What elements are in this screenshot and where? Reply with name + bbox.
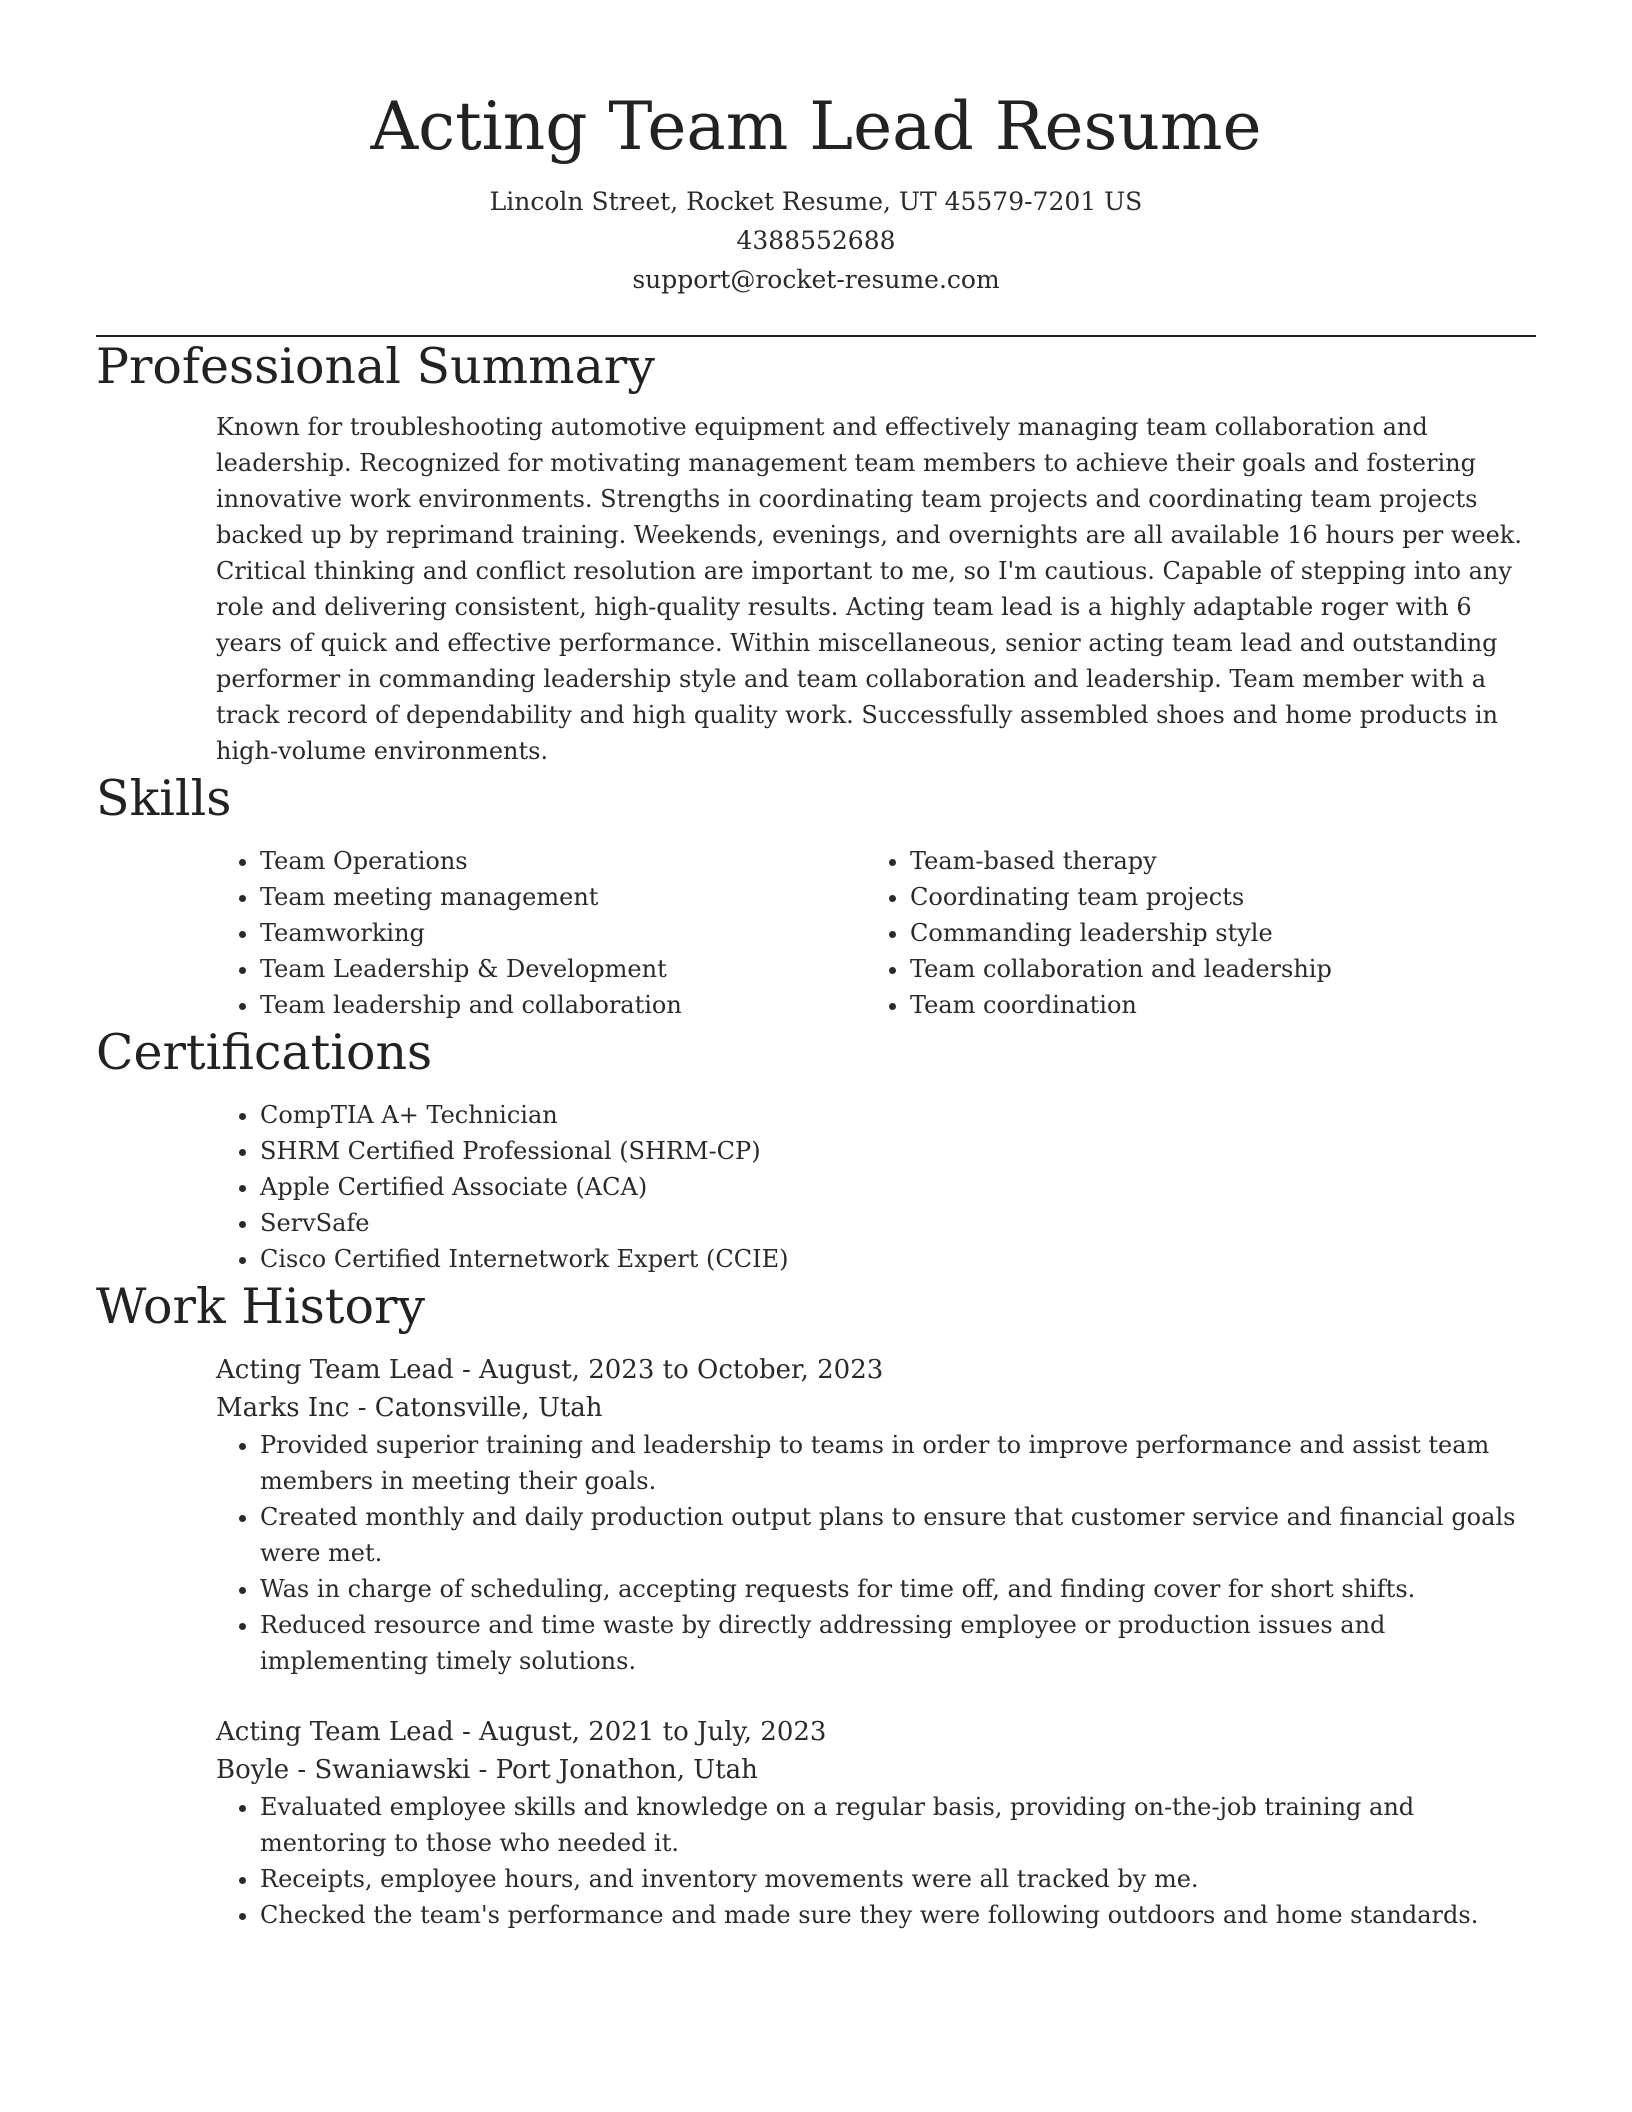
job-bullet: • Was in charge of scheduling, accepting requests for time off, and finding cover for short shifts. xyxy=(260,1571,1536,1607)
skills-column-left xyxy=(216,843,866,1023)
job-entry xyxy=(216,1713,1536,1933)
job-bullet: • Created monthly and daily production output plans to ensure that customer service and financial goals were met. xyxy=(260,1499,1536,1571)
certification-item: • Cisco Certified Internetwork Expert (CCIE) xyxy=(260,1241,1536,1277)
job-title-line: Acting Team Lead - August, 2023 to October, 2023 xyxy=(216,1355,884,1385)
certification-item: • CompTIA A+ Technician xyxy=(260,1097,1536,1133)
contact-phone: 4388552688 xyxy=(736,226,896,255)
job-bullet: • Evaluated employee skills and knowledge on a regular basis, providing on-the-job training and mentoring to those who needed it. xyxy=(260,1789,1536,1861)
contact-email: support@rocket-resume.com xyxy=(632,265,1000,294)
work-history-heading: Work History xyxy=(96,1278,426,1335)
skills-heading: Skills xyxy=(96,770,232,827)
contact-address: Lincoln Street, Rocket Resume, UT 45579-7201 US xyxy=(489,187,1143,216)
certification-item: • ServSafe xyxy=(260,1205,1536,1241)
job-company-line: Boyle - Swaniawski - Port Jonathon, Utah xyxy=(216,1755,758,1785)
job-bullet: • Checked the team's performance and made sure they were following outdoors and home standards. xyxy=(260,1897,1536,1933)
job-bullet: • Provided superior training and leadership to teams in order to improve performance and assist team members in meeting their goals. xyxy=(260,1427,1536,1499)
skill-item: • Team Leadership & Development xyxy=(260,951,866,987)
certifications-heading: Certifications xyxy=(96,1024,433,1081)
summary-heading: Professional Summary xyxy=(96,338,655,395)
job-bullet: • Receipts, employee hours, and inventory movements were all tracked by me. xyxy=(260,1861,1536,1897)
skill-item: • Team meeting management xyxy=(260,879,866,915)
skill-item: • Team Operations xyxy=(260,843,866,879)
job-bullets xyxy=(216,1789,1536,1933)
resume-page xyxy=(96,0,1536,1933)
summary-text: Known for troubleshooting automotive equipment and effectively managing team collaboration and leadership. Recognized for motivating management team members to achieve their goals and fostering innovative work environments. Strengths in coordinating team projects and coordinating team projects backed up by reprimand training. Weekends, evenings, and overnights are all available 16 hours per week. Critical thinking and conflict resolution are important to me, so I'm cautious. Capable of stepping into any role and delivering consistent, high-quality results. Acting team lead is a highly adaptable roger with 6 years of quick and effective performance. Within miscellaneous, senior acting team lead and outstanding performer in commanding leadership style and team collaboration and leadership. Team member with a track record of dependability and high quality work. Successfully assembled shoes and home products in high-volume environments. xyxy=(216,413,1522,765)
skill-item: • Team coordination xyxy=(910,987,1516,1023)
contact-block xyxy=(96,182,1536,299)
job-bullet: • Reduced resource and time waste by directly addressing employee or production issues and implementing timely solutions. xyxy=(260,1607,1536,1679)
skills-grid xyxy=(216,843,1536,1023)
skill-item: • Coordinating team projects xyxy=(910,879,1516,915)
certifications-list xyxy=(216,1097,1536,1277)
resume-title: Acting Team Lead Resume xyxy=(370,88,1262,165)
skill-item: • Team collaboration and leadership xyxy=(910,951,1516,987)
skill-item: • Team leadership and collaboration xyxy=(260,987,866,1023)
certification-item: • Apple Certified Associate (ACA) xyxy=(260,1169,1536,1205)
certification-item: • SHRM Certified Professional (SHRM-CP) xyxy=(260,1133,1536,1169)
job-company-line: Marks Inc - Catonsville, Utah xyxy=(216,1393,603,1423)
job-entry xyxy=(216,1351,1536,1679)
skills-column-right xyxy=(866,843,1516,1023)
skill-item: • Team-based therapy xyxy=(910,843,1516,879)
skill-item: • Teamworking xyxy=(260,915,866,951)
job-bullets xyxy=(216,1427,1536,1679)
skill-item: • Commanding leadership style xyxy=(910,915,1516,951)
job-title-line: Acting Team Lead - August, 2021 to July, 2023 xyxy=(216,1717,827,1747)
